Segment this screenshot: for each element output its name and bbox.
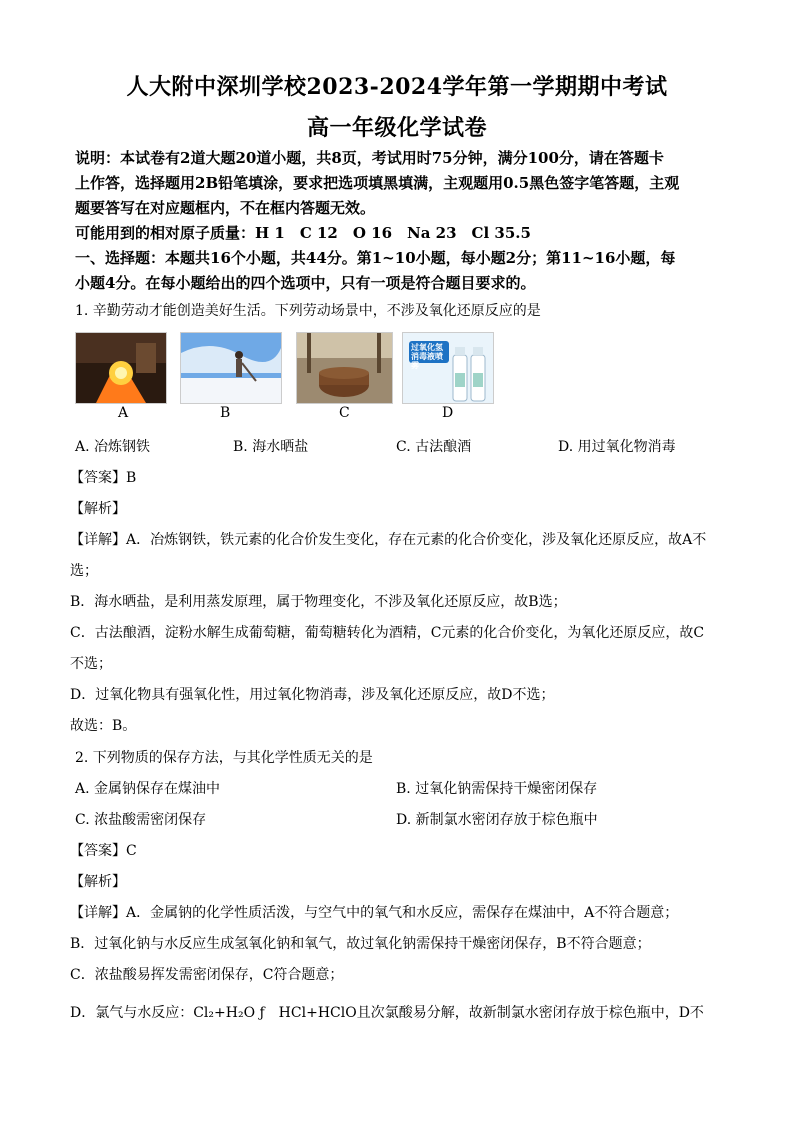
q2-analysis-label: 【解析】: [70, 874, 126, 890]
q1-image-caption-a: A: [118, 405, 129, 421]
q2-detail-line-3: C．浓盐酸易挥发需密闭保存，C符合题意；: [70, 967, 344, 983]
q1-detail-line-4: C．古法酿酒，淀粉水解生成葡萄糖，葡萄糖转化为酒精，C元素的化合价变化，为氧化还原反应，故C: [70, 625, 705, 641]
instructions-line-2: 上作答，选择题用2B铅笔填涂，要求把选项填黑填满，主观题用0.5黑色签字笔答题，主观: [75, 174, 680, 192]
q1-image-a: [75, 332, 167, 404]
q1-detail-line-5: 不选；: [70, 656, 112, 672]
instructions-line-3: 题要答写在对应题框内，不在框内答题无效。: [75, 199, 376, 217]
q2-option-c: C. 浓盐酸需密闭保存: [75, 812, 207, 828]
q2-option-a: A. 金属钠保存在煤油中: [75, 781, 221, 797]
q1-option-d: D. 用过氧化物消毒: [558, 439, 676, 455]
q2-detail-line-2: B．过氧化钠与水反应生成氢氧化钠和氧气，故过氧化钠需保持干燥密闭保存，B不符合题意；: [70, 936, 651, 952]
q1-image-caption-c: C: [339, 405, 350, 421]
q1-detail-line-7: 故选：B。: [70, 718, 137, 734]
q2-stem: 2. 下列物质的保存方法，与其化学性质无关的是: [75, 750, 373, 766]
q1-option-b: B. 海水晒盐: [233, 439, 309, 455]
exam-title: 人大附中深圳学校2023-2024学年第一学期期中考试: [126, 74, 668, 100]
q1-image-c: [296, 332, 393, 404]
q2-detail-line-1: 【详解】A．金属钠的化学性质活泼，与空气中的氧气和水反应，需保存在煤油中，A不符合题意；: [70, 905, 679, 921]
exam-subtitle: 高一年级化学试卷: [306, 115, 487, 141]
q2-answer: 【答案】C: [70, 843, 137, 859]
q1-detail-line-1: 【详解】A．冶炼钢铁，铁元素的化合价发生变化，存在元素的化合价变化，涉及氧化还原反应，故A不: [70, 532, 707, 548]
instructions-line-1: 说明：本试卷有2道大题20道小题，共8页，考试用时75分钟，满分100分，请在答题卡: [75, 149, 664, 167]
section-header-line-2: 小题4分。在每小题给出的四个选项中，只有一项是符合题目要求的。: [75, 274, 536, 292]
q1-image-b: [180, 332, 282, 404]
q1-image-d-label: 过氧化氢消毒液喷雾: [411, 343, 443, 370]
atomic-masses: 可能用到的相对原子质量：H 1 C 12 O 16 Na 23 Cl 35.5: [75, 224, 531, 242]
q1-option-c: C. 古法酿酒: [396, 439, 472, 455]
q1-analysis-label: 【解析】: [70, 501, 126, 517]
q2-option-d: D. 新制氯水密闭存放于棕色瓶中: [396, 812, 598, 828]
q1-image-caption-b: B: [220, 405, 231, 421]
q1-detail-line-3: B．海水晒盐，是利用蒸发原理，属于物理变化，不涉及氧化还原反应，故B选；: [70, 594, 567, 610]
section-header-line-1: 一、选择题：本题共16个小题，共44分。第1~10小题，每小题2分；第11~16小题，每: [75, 249, 676, 267]
q1-image-d: [402, 332, 494, 404]
q1-detail-line-2: 选；: [70, 563, 98, 579]
q1-image-caption-d: D: [442, 405, 454, 421]
q1-stem: 1. 辛勤劳动才能创造美好生活。下列劳动场景中，不涉及氧化还原反应的是: [75, 303, 541, 319]
q2-option-b: B. 过氧化钠需保持干燥密闭保存: [396, 781, 598, 797]
q1-answer: 【答案】B: [70, 470, 137, 486]
q1-option-a: A. 冶炼钢铁: [75, 439, 151, 455]
q1-detail-line-6: D．过氧化物具有强氧化性，用过氧化物消毒，涉及氧化还原反应，故D不选；: [70, 687, 555, 703]
q2-detail-line-4: D．氯气与水反应：Cl₂+H₂O ƒ HCl+HClO且次氯酸易分解，故新制氯水密闭存放于棕色瓶中，D不: [70, 1005, 704, 1021]
